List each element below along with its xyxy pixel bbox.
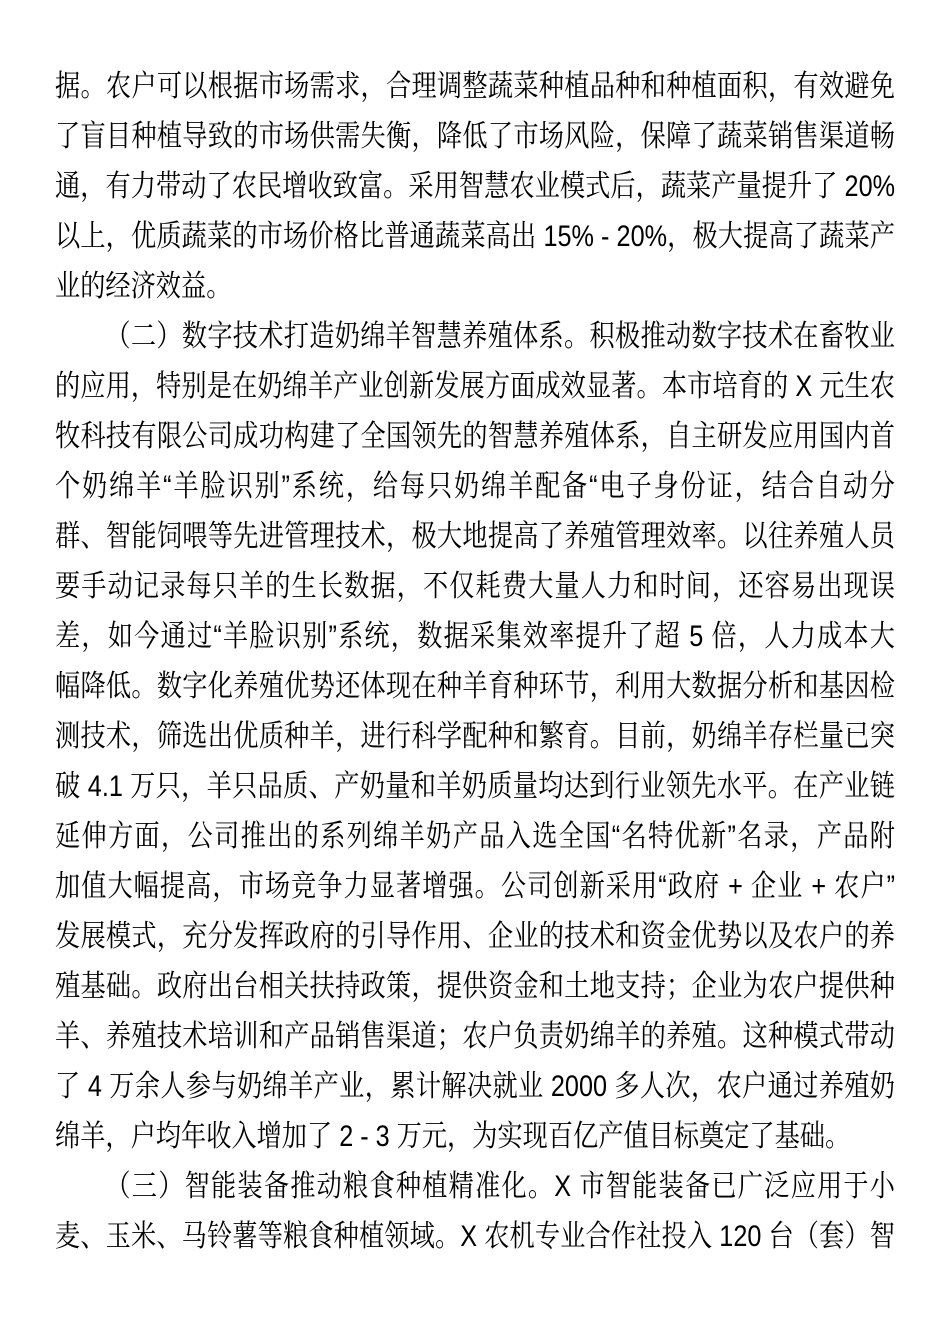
text-line: 破 4.1 万只，羊只品质、产奶量和羊奶质量均达到行业领先水平。在产业链 — [55, 770, 895, 803]
text-line: 通，有力带动了农民增收致富。采用智慧农业模式后，蔬菜产量提升了 20% — [55, 170, 895, 203]
text-line-paragraph-start: （二）数字技术打造奶绵羊智慧养殖体系。积极推动数字技术在畜牧业 — [105, 320, 895, 353]
text-line: 以上，优质蔬菜的市场价格比普通蔬菜高出 15% - 20%，极大提高了蔬菜产 — [55, 220, 895, 253]
text-line: 殖基础。政府出台相关扶持政策，提供资金和土地支持；企业为农户提供种 — [55, 970, 895, 1003]
text-line: 了盲目种植导致的市场供需失衡，降低了市场风险，保障了蔬菜销售渠道畅 — [55, 120, 895, 153]
text-line: 测技术，筛选出优质种羊，进行科学配种和繁育。目前，奶绵羊存栏量已突 — [55, 720, 895, 753]
text-line: 幅降低。数字化养殖优势还体现在种羊育种环节，利用大数据分析和基因检 — [55, 670, 895, 703]
text-line: 了 4 万余人参与奶绵羊产业，累计解决就业 2000 多人次，农户通过养殖奶 — [55, 1070, 895, 1103]
text-line-paragraph-start: （三）智能装备推动粮食种植精准化。X 市智能装备已广泛应用于小 — [105, 1170, 895, 1203]
text-line: 的应用，特别是在奶绵羊产业创新发展方面成效显著。本市培育的 X 元生农 — [55, 370, 895, 403]
text-line: 牧科技有限公司成功构建了全国领先的智慧养殖体系，自主研发应用国内首 — [55, 420, 895, 453]
text-line: 业的经济效益。 — [55, 270, 232, 303]
text-line: 群、智能饲喂等先进管理技术，极大地提高了养殖管理效率。以往养殖人员 — [55, 520, 895, 553]
text-line: 麦、玉米、马铃薯等粮食种植领域。X 农机专业合作社投入 120 台（套）智 — [55, 1220, 895, 1253]
text-line: 差，如今通过“羊脸识别”系统，数据采集效率提升了超 5 倍，人力成本大 — [55, 620, 895, 653]
text-line: 发展模式，充分发挥政府的引导作用、企业的技术和资金优势以及农户的养 — [55, 920, 895, 953]
document-page — [55, 62, 950, 1262]
text-line: 加值大幅提高，市场竞争力显著增强。公司创新采用“政府 + 企业 + 农户” — [55, 870, 895, 903]
text-line: 延伸方面，公司推出的系列绵羊奶产品入选全国“名特优新”名录，产品附 — [55, 820, 895, 853]
text-line: 绵羊，户均年收入增加了 2 - 3 万元，为实现百亿产值目标奠定了基础。 — [55, 1120, 851, 1153]
text-line: 要手动记录每只羊的生长数据，不仅耗费大量人力和时间，还容易出现误 — [55, 570, 895, 603]
text-line: 羊、养殖技术培训和产品销售渠道；农户负责奶绵羊的养殖。这种模式带动 — [55, 1020, 895, 1053]
text-line: 据。农户可以根据市场需求，合理调整蔬菜种植品种和种植面积，有效避免 — [55, 70, 895, 103]
text-line: 个奶绵羊“羊脸识别”系统，给每只奶绵羊配备“电子身份证，结合自动分 — [55, 470, 895, 503]
